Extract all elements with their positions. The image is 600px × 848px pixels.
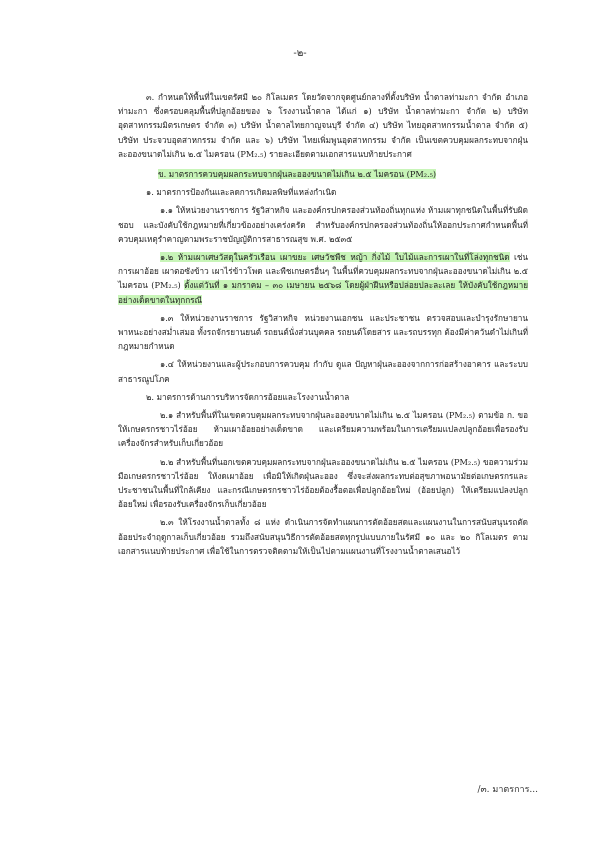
measure-1-4: ๑.๔ ให้หน่วยงานและผู้ประกอบการควบคุม กำกับ ดูแล ปัญหาฝุ่นละอองจากการก่อสร้างอาคาร และระบบสาธารณูปโภค xyxy=(118,359,528,384)
continuation-note: /๓. มาตรการ... xyxy=(477,785,538,795)
highlight-burning-ban: ๑.๒ ห้ามเผาเศษวัสดุในครัวเรือน เผาขยะ เศษวัชพืช หญ้า กิ่งไม้ ใบไม้และการเผาในที่โล่งทุกชนิด xyxy=(160,252,510,263)
measure-2-2: ๒.๒ สำหรับพื้นที่นอกเขตควบคุมผลกระทบจากฝุ่นละอองขนาดไม่เกิน ๒.๕ ไมครอน (PM₂.₅) ขอความร่วมมือเกษตรกรชาวไร่อ้อย ให้งดเผาอ้อย เพื่อมิให้เกิดฝุ่นละออง ซึ่งจะส่งผลกระทบต่อสุขภาพอนามัยต่อเกษตรกรและประชาชนในพื้นที่ใกล้เคียง และกรณีเกษตรกรชาวไร่อ้อยต้องรื้อตอเพื่อปลูกอ้อยใหม่ (อ้อยปลูก) ให้เตรียมแปลงปลูกอ้อยใหม่ เพื่อรองรับเครื่องจักรเก็บเกี่ยวอ้อย xyxy=(118,456,528,510)
highlight-enforcement-period: ตั้งแต่วันที่ ๑ มกราคม – ๓๐ เมษายน ๒๕๖๘ โดยผู้ฝ่าฝืนหรือปล่อยปละละเลย ให้บังคับใช้กฎหมายอย่างเด็ดขาดในทุกกรณี xyxy=(118,280,528,305)
document-body xyxy=(118,90,528,562)
measure-2-title: ๒. มาตรการด้านการบริหารจัดการอ้อยและโรงงานน้ำตาล xyxy=(146,391,350,402)
measure-2-1: ๒.๑ สำหรับพื้นที่ในเขตควบคุมผลกระทบจากฝุ่นละอองขนาดไม่เกิน ๒.๕ ไมครอน (PM₂.₅) ตามข้อ ก. ขอให้เกษตรกรชาวไร่อ้อย ห้ามเผาอ้อยอย่างเด็ดขาด และเตรียมความพร้อมในการเตรียมแปลงปลูกอ้อยเพื่อรองรับเครื่องจักรสำหรับเก็บเกี่ยวอ้อย xyxy=(118,410,528,449)
measure-2-3: ๒.๓ ให้โรงงานน้ำตาลทั้ง ๘ แห่ง ดำเนินการจัดทำแผนการตัดอ้อยสดและแผนงานในการสนับสนุนรถตัดอ้อยประจำฤดูกาลเก็บเกี่ยวอ้อย รวมถึงสนับสนุนวิธีการตัดอ้อยสดทุกรูปแบบภายในรัศมี ๑๐ และ ๒๐ กิโลเมตร ตามเอกสารแนบท้ายประกาศ เพื่อใช้ในการตรวจติดตามให้เป็นไปตามแผนงานที่โรงงานน้ำตาลเสนอไว้ xyxy=(118,517,528,556)
measure-1-2 xyxy=(118,250,528,307)
measure-1-2-body: เช่น การเผาอ้อย เผาตอซังข้าว เผาไร่ข้าวโพด และพืชเกษตรอื่นๆ ในพื้นที่ควบคุมผลกระทบจากฝุ่นละอองขนาดไม่เกิน ๒.๕ ไมครอน (PM₂.₅) xyxy=(118,252,528,291)
measure-1-1: ๑.๑ ให้หน่วยงานราชการ รัฐวิสาหกิจ และองค์กรปกครองส่วนท้องถิ่นทุกแห่ง ห้ามเผาทุกชนิดในพื้นที่รับผิดชอบ และบังคับใช้กฎหมายที่เกี่ยวข้องอย่างเคร่งครัด สำหรับองค์กรปกครองส่วนท้องถิ่นให้ออกประกาศกำหนดพื้นที่ควบคุมเหตุรำคาญตามพระราชบัญญัติการสาธารณสุข พ.ศ. ๒๕๓๕ xyxy=(118,205,528,244)
measure-1-title: ๑. มาตรการป้องกันและลดการเกิดมลพิษที่แหล่งกำเนิด xyxy=(146,187,337,198)
section-heading-kh xyxy=(118,167,528,181)
highlighted-heading: ข. มาตรการควบคุมผลกระทบจากฝุ่นละอองขนาดไม่เกิน ๒.๕ ไมครอน (PM₂.₅) xyxy=(158,169,437,180)
page-number: -๒- xyxy=(293,48,307,59)
paragraph-3-zone: ๓. กำหนดให้พื้นที่ในเขตรัศมี ๒๐ กิโลเมตร โดยวัดจากจุดศูนย์กลางที่ตั้งบริษัท น้ำตาลท่ามะกา จำกัด อำเภอท่ามะกา ซึ่งครอบคลุมพื้นที่ปลูกอ้อยของ ๖ โรงงานน้ำตาล ได้แก่ ๑) บริษัท น้ำตาลท่ามะกา จำกัด ๒) บริษัท อุตสาหกรรมมิตรเกษตร จำกัด ๓) บริษัท น้ำตาลไทยกาญจนบุรี จำกัด ๔) บริษัท ไทยอุตสาหกรรมน้ำตาล จำกัด ๕) บริษัท ประจวบอุตสาหกรรม จำกัด และ ๖) บริษัท ไทยเพิ่มพูนอุตสาหกรรม จำกัด เป็นเขตควบคุมผลกระทบจากฝุ่นละอองขนาดไม่เกิน ๒.๕ ไมครอน (PM₂.₅) รายละเอียดตามเอกสารแนบท้ายประกาศ xyxy=(118,92,528,159)
measure-1-3: ๑.๓ ให้หน่วยงานราชการ รัฐวิสาหกิจ หน่วยงานเอกชน และประชาชน ตรวจสอบและบำรุงรักษายานพาหนะอย่างสม่ำเสมอ ทั้งรถจักรยานยนต์ รถยนต์นั่งส่วนบุคคล รถยนต์โดยสาร และรถบรรทุก ต้องมีค่าควันดำไม่เกินที่กฎหมายกำหนด xyxy=(118,312,528,352)
